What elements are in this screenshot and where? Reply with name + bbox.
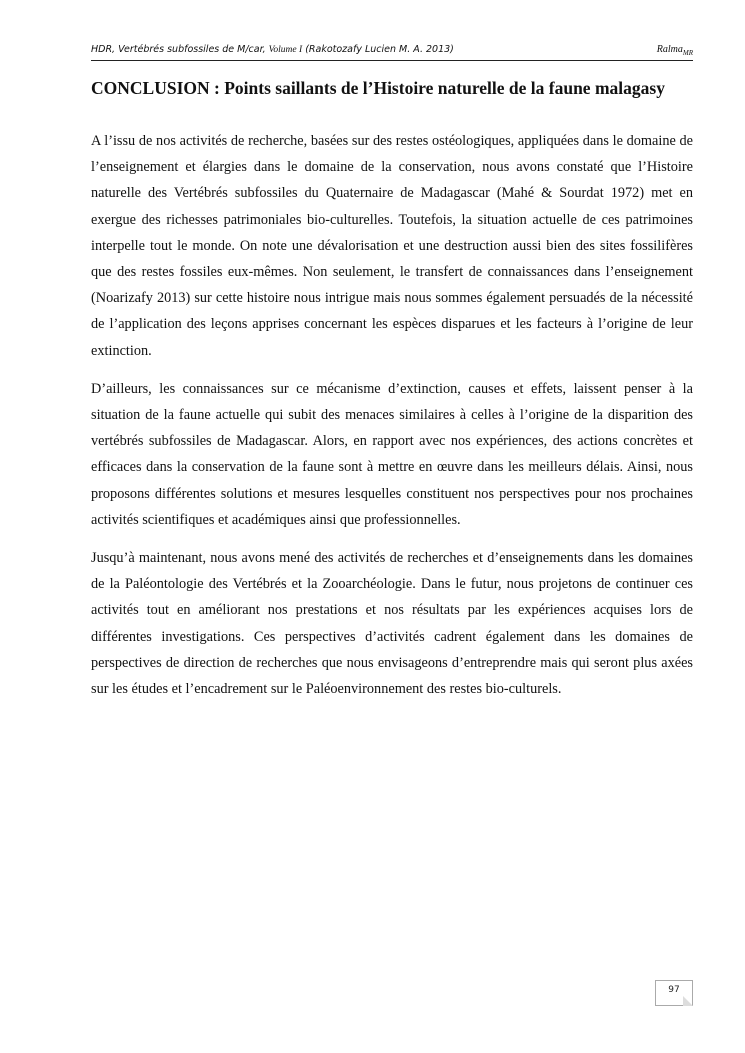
header-right bbox=[657, 44, 693, 57]
body-text bbox=[91, 128, 693, 714]
paragraph: Jusqu’à maintenant, nous avons mené des activités de recherches et d’enseignements dans les domaines de la Paléontologie des Vertébrés et la Zooarchéologie. Dans le futur, nous projetons de continuer ces activités tout en améliorant nos prestations et nos résultats par les expériences acquises lors de différentes investigations. Ces perspectives d’activités cadrent également dans les domaines de perspectives de direction de recherches que nous envisageons d’entreprendre mais qui seront plus axées sur les études et l’encadrement sur le Paléoenvironnement des restes bio-culturels. bbox=[91, 550, 693, 698]
page-number-box bbox=[655, 980, 693, 1006]
page-curl-icon bbox=[683, 996, 693, 1006]
header-right-sub: MR bbox=[682, 49, 693, 57]
header-volume: Volume I bbox=[268, 45, 303, 55]
header-left bbox=[91, 44, 454, 55]
header-right-main: Ralma bbox=[656, 44, 683, 55]
page-title: CONCLUSION : Points saillants de l’Histoire naturelle de la faune malagasy bbox=[91, 78, 665, 98]
paragraph: A l’issu de nos activités de recherche, basées sur des restes ostéologiques, appliquées dans le domaine de l’enseignement et élargies dans le domaine de la conservation, nous avons constaté que l’Histoire naturelle des Vertébrés subfossiles du Quaternaire de Madagascar (Mahé & Sourdat 1972) met en exergue des richesses patrimoniales bio-culturelles. Toutefois, la situation actuelle de ces patrimoines interpelle tout le monde. On note une dévalorisation et une destruction aussi bien des sites fossilifères que des restes fossiles eux-mêmes. Non seulement, le transfert de connaissances dans l’enseignement (Noarizafy 2013) sur cette histoire nous intrigue mais nous sommes également persuadés de la nécessité de l’application des leçons apprises concernant les espèces disparues et les facteurs à l’origine de leur extinction. bbox=[91, 133, 693, 359]
page-number: 97 bbox=[668, 985, 680, 995]
paragraph: D’ailleurs, les connaissances sur ce mécanisme d’extinction, causes et effets, laissent penser à la situation de la faune actuelle qui subit des menaces similaires à celles à l’origine de la disparition des vertébrés subfossiles de Madagascar. Alors, en rapport avec nos expériences, des actions concrètes et efficaces dans la conservation de la faune sont à mettre en œuvre dans les meilleurs délais. Ainsi, nous proposons différentes solutions et mesures lesquelles constituent nos perspectives pour nos prochaines activités scientifiques et académiques ainsi que professionnelles. bbox=[91, 380, 693, 528]
header-title: HDR, Vertébrés subfossiles de M/car, bbox=[91, 44, 269, 55]
page-header bbox=[91, 44, 693, 61]
header-author: (Rakotozafy Lucien M. A. 2013) bbox=[302, 44, 454, 55]
